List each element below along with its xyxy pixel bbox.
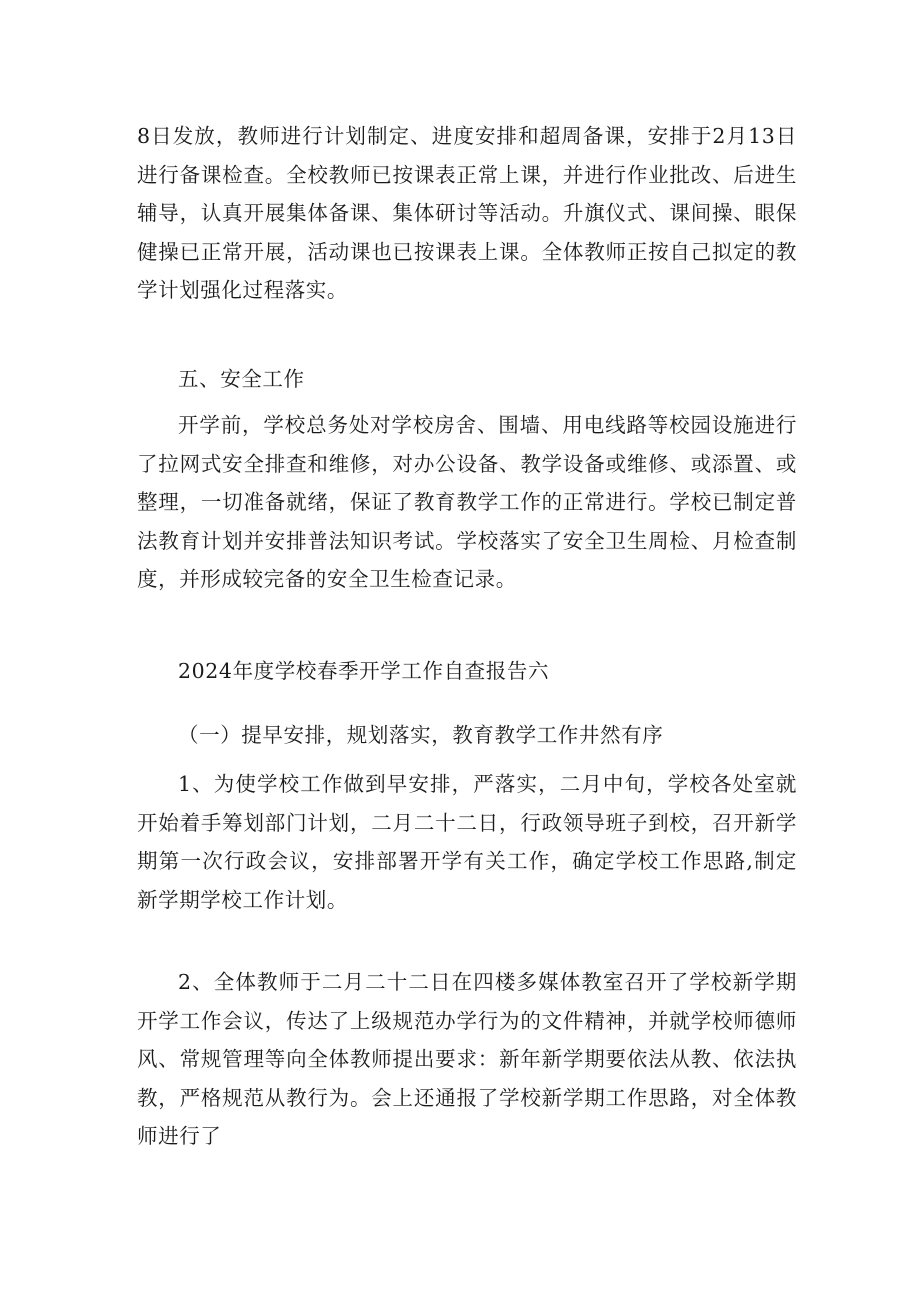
paragraph-safety-work: 开学前，学校总务处对学校房舍、围墙、用电线路等校园设施进行了拉网式安全排查和维修，对办公设备、教学设备或维修、或添置、或整理，一切准备就绪，保证了教育教学工作的正常进行。学校已制定普法教育计划并安排普法知识考试。学校落实了安全卫生周检、月检查制度，并形成较完备的安全卫生检查记录。 — [137, 413, 797, 592]
report-title: 2024年度学校春季开学工作自查报告六 — [178, 659, 550, 683]
paragraph-early-planning: 1、为使学校工作做到早安排，严落实，二月中旬，学校各处室就开始着手筹划部门计划，二月二十二日，行政领导班子到校，召开新学期第一次行政会议，安排部署开学有关工作，确定学校工作思路,制定新学期学校工作计划。 — [137, 772, 797, 912]
paragraph-teaching-progress: 8日发放，教师进行计划制定、进度安排和超周备课，安排于2月13日进行备课检查。全校教师已按课表正常上课，并进行作业批改、后进生辅导，认真开展集体备课、集体研讨等活动。升旗仪式、课间操、眼保健操已正常开展，活动课也已按课表上课。全体教师正按自己拟定的教学计划强化过程落实。 — [137, 124, 797, 303]
paragraph-staff-meeting: 2、全体教师于二月二十二日在四楼多媒体教室召开了学校新学期开学工作会议，传达了上级规范办学行为的文件精神，并就学校师德师风、常规管理等向全体教师提出要求：新年新学期要依法从教、依法执教，严格规范从教行为。会上还通报了学校新学期工作思路，对全体教师进行了 — [137, 970, 797, 1149]
subsection-heading-early-arrangement: （一）提早安排，规划落实，教育教学工作井然有序 — [178, 723, 664, 747]
section-heading-safety: 五、安全工作 — [178, 367, 305, 391]
